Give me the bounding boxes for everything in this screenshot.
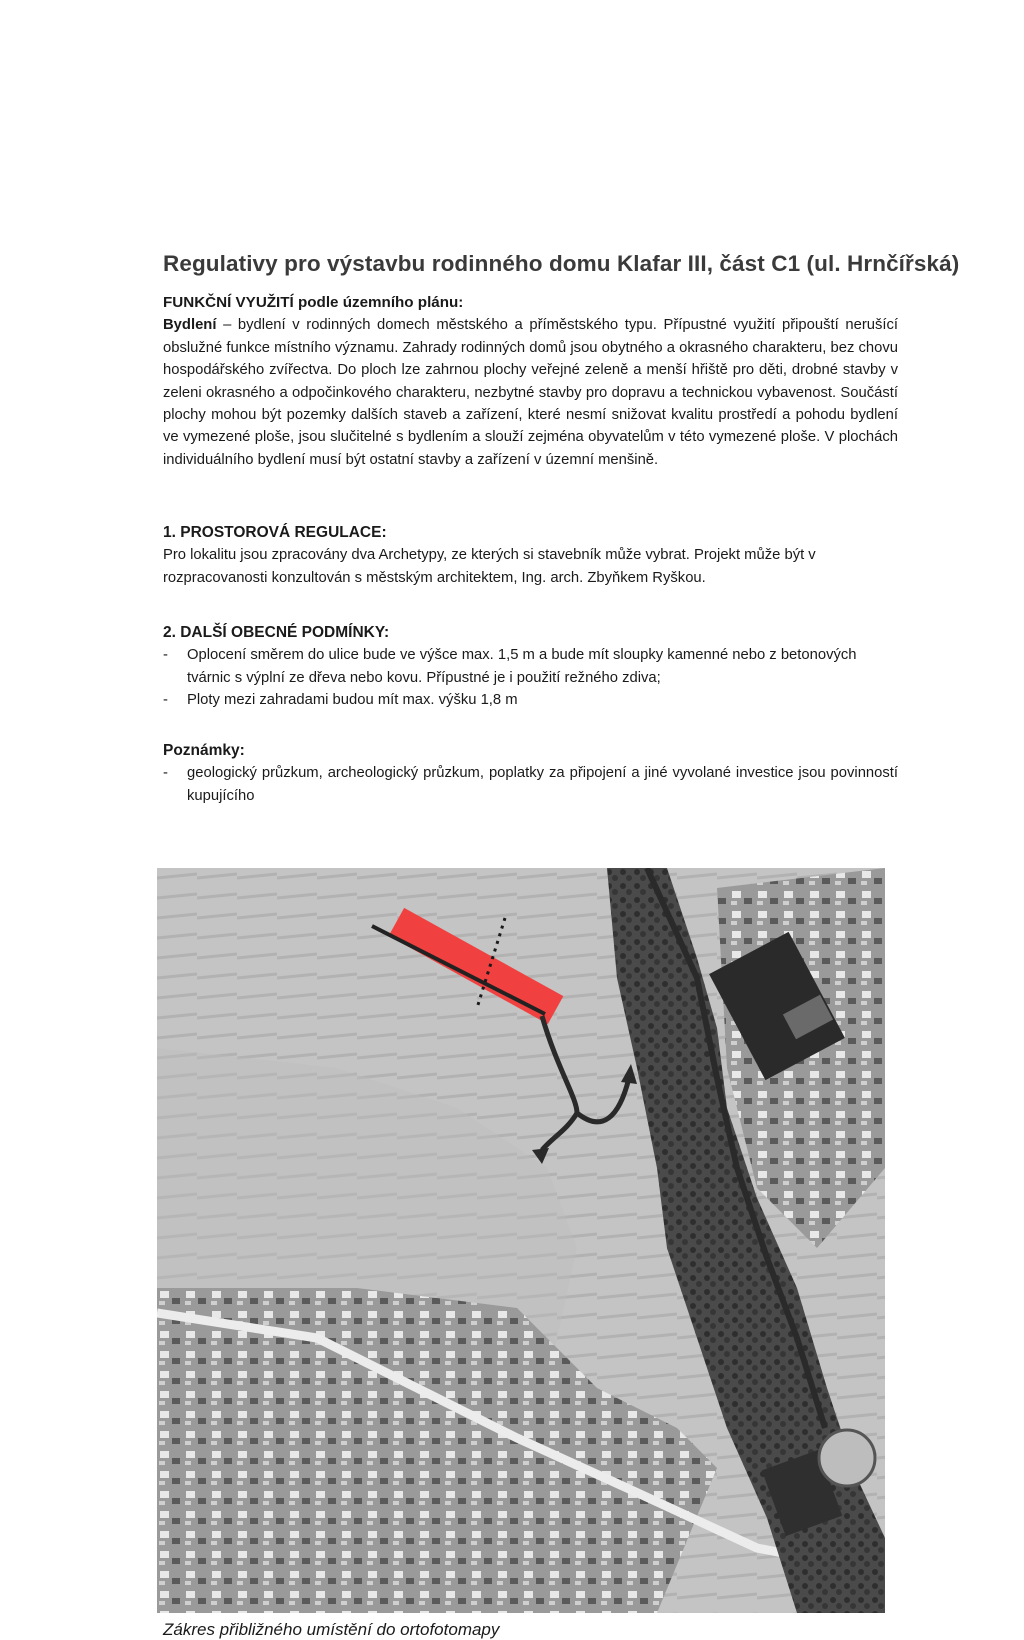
functional-use-text bbox=[163, 314, 898, 471]
general-conditions-section bbox=[163, 622, 898, 712]
bullet-dash: - bbox=[163, 692, 168, 709]
list-item bbox=[163, 689, 898, 711]
general-conditions-heading: 2. DALŠÍ OBECNÉ PODMÍNKY: bbox=[163, 624, 390, 641]
spatial-regulation-text: Pro lokalitu jsou zpracovány dva Archetypy, ze kterých si stavebník může vybrat. Projekt může být v rozpracovanosti konzultován s městským architektem, Ing. arch. Zbyňkem Ryškou. bbox=[163, 547, 816, 586]
functional-use-section bbox=[163, 292, 898, 471]
document-title: Regulativy pro výstavbu rodinného domu Klafar III, část C1 (ul. Hrnčířská) bbox=[163, 251, 960, 276]
note-investments: geologický průzkum, archeologický průzkum, poplatky za připojení a jiné vyvolané investice jsou povinností kupujícího bbox=[187, 765, 898, 804]
notes-section bbox=[163, 740, 898, 807]
spatial-regulation-heading: 1. PROSTOROVÁ REGULACE: bbox=[163, 524, 387, 541]
list-item bbox=[163, 762, 898, 807]
list-item bbox=[163, 644, 898, 689]
spatial-regulation-section bbox=[163, 522, 898, 589]
bullet-dash: - bbox=[163, 765, 168, 782]
functional-use-lead: Bydlení bbox=[163, 317, 217, 334]
condition-fencing: Oplocení směrem do ulice bude ve výšce max. 1,5 m a bude mít sloupky kamenné nebo z betonových tvárnic s výplní ze dřeva nebo kovu. Přípustné je i použití režného zdiva; bbox=[187, 647, 857, 686]
functional-use-body: – bydlení v rodinných domech městského a příměstského typu. Přípustné využití připouští nerušící obslužné funkce místního významu. Zahrady rodinných domů jsou obytného a okrasného charakteru, bez chovu hospodářského zvířectva. Do ploch lze zahrnou plochy veřejné zeleně a menší hřiště pro děti, drobné stavby v zeleni okrasného a odpočinkového charakteru, nezbytné stavby pro dopravu a technickou vybavenost. Součástí plochy mohou být pozemky dalších staveb a zařízení, které nesmí snižovat kvalitu prostředí a pohodu bydlení ve vymezené ploše, jsou slučitelné s bydlením a slouží zejména obyvatelům v této vymezené ploše. V plochách individuálního bydlení musí být ostatní stavby a zařízení v územní menšině. bbox=[163, 317, 898, 468]
bullet-dash: - bbox=[163, 647, 168, 664]
notes-heading: Poznámky: bbox=[163, 742, 245, 759]
figure-caption: Zákres přibližného umístění do ortofotomapy bbox=[163, 1620, 500, 1639]
orthophoto-map bbox=[157, 868, 885, 1613]
condition-garden-fences: Ploty mezi zahradami budou mít max. výšku 1,8 m bbox=[187, 692, 518, 709]
functional-use-heading: FUNKČNÍ VYUŽITÍ podle územního plánu: bbox=[163, 294, 464, 311]
